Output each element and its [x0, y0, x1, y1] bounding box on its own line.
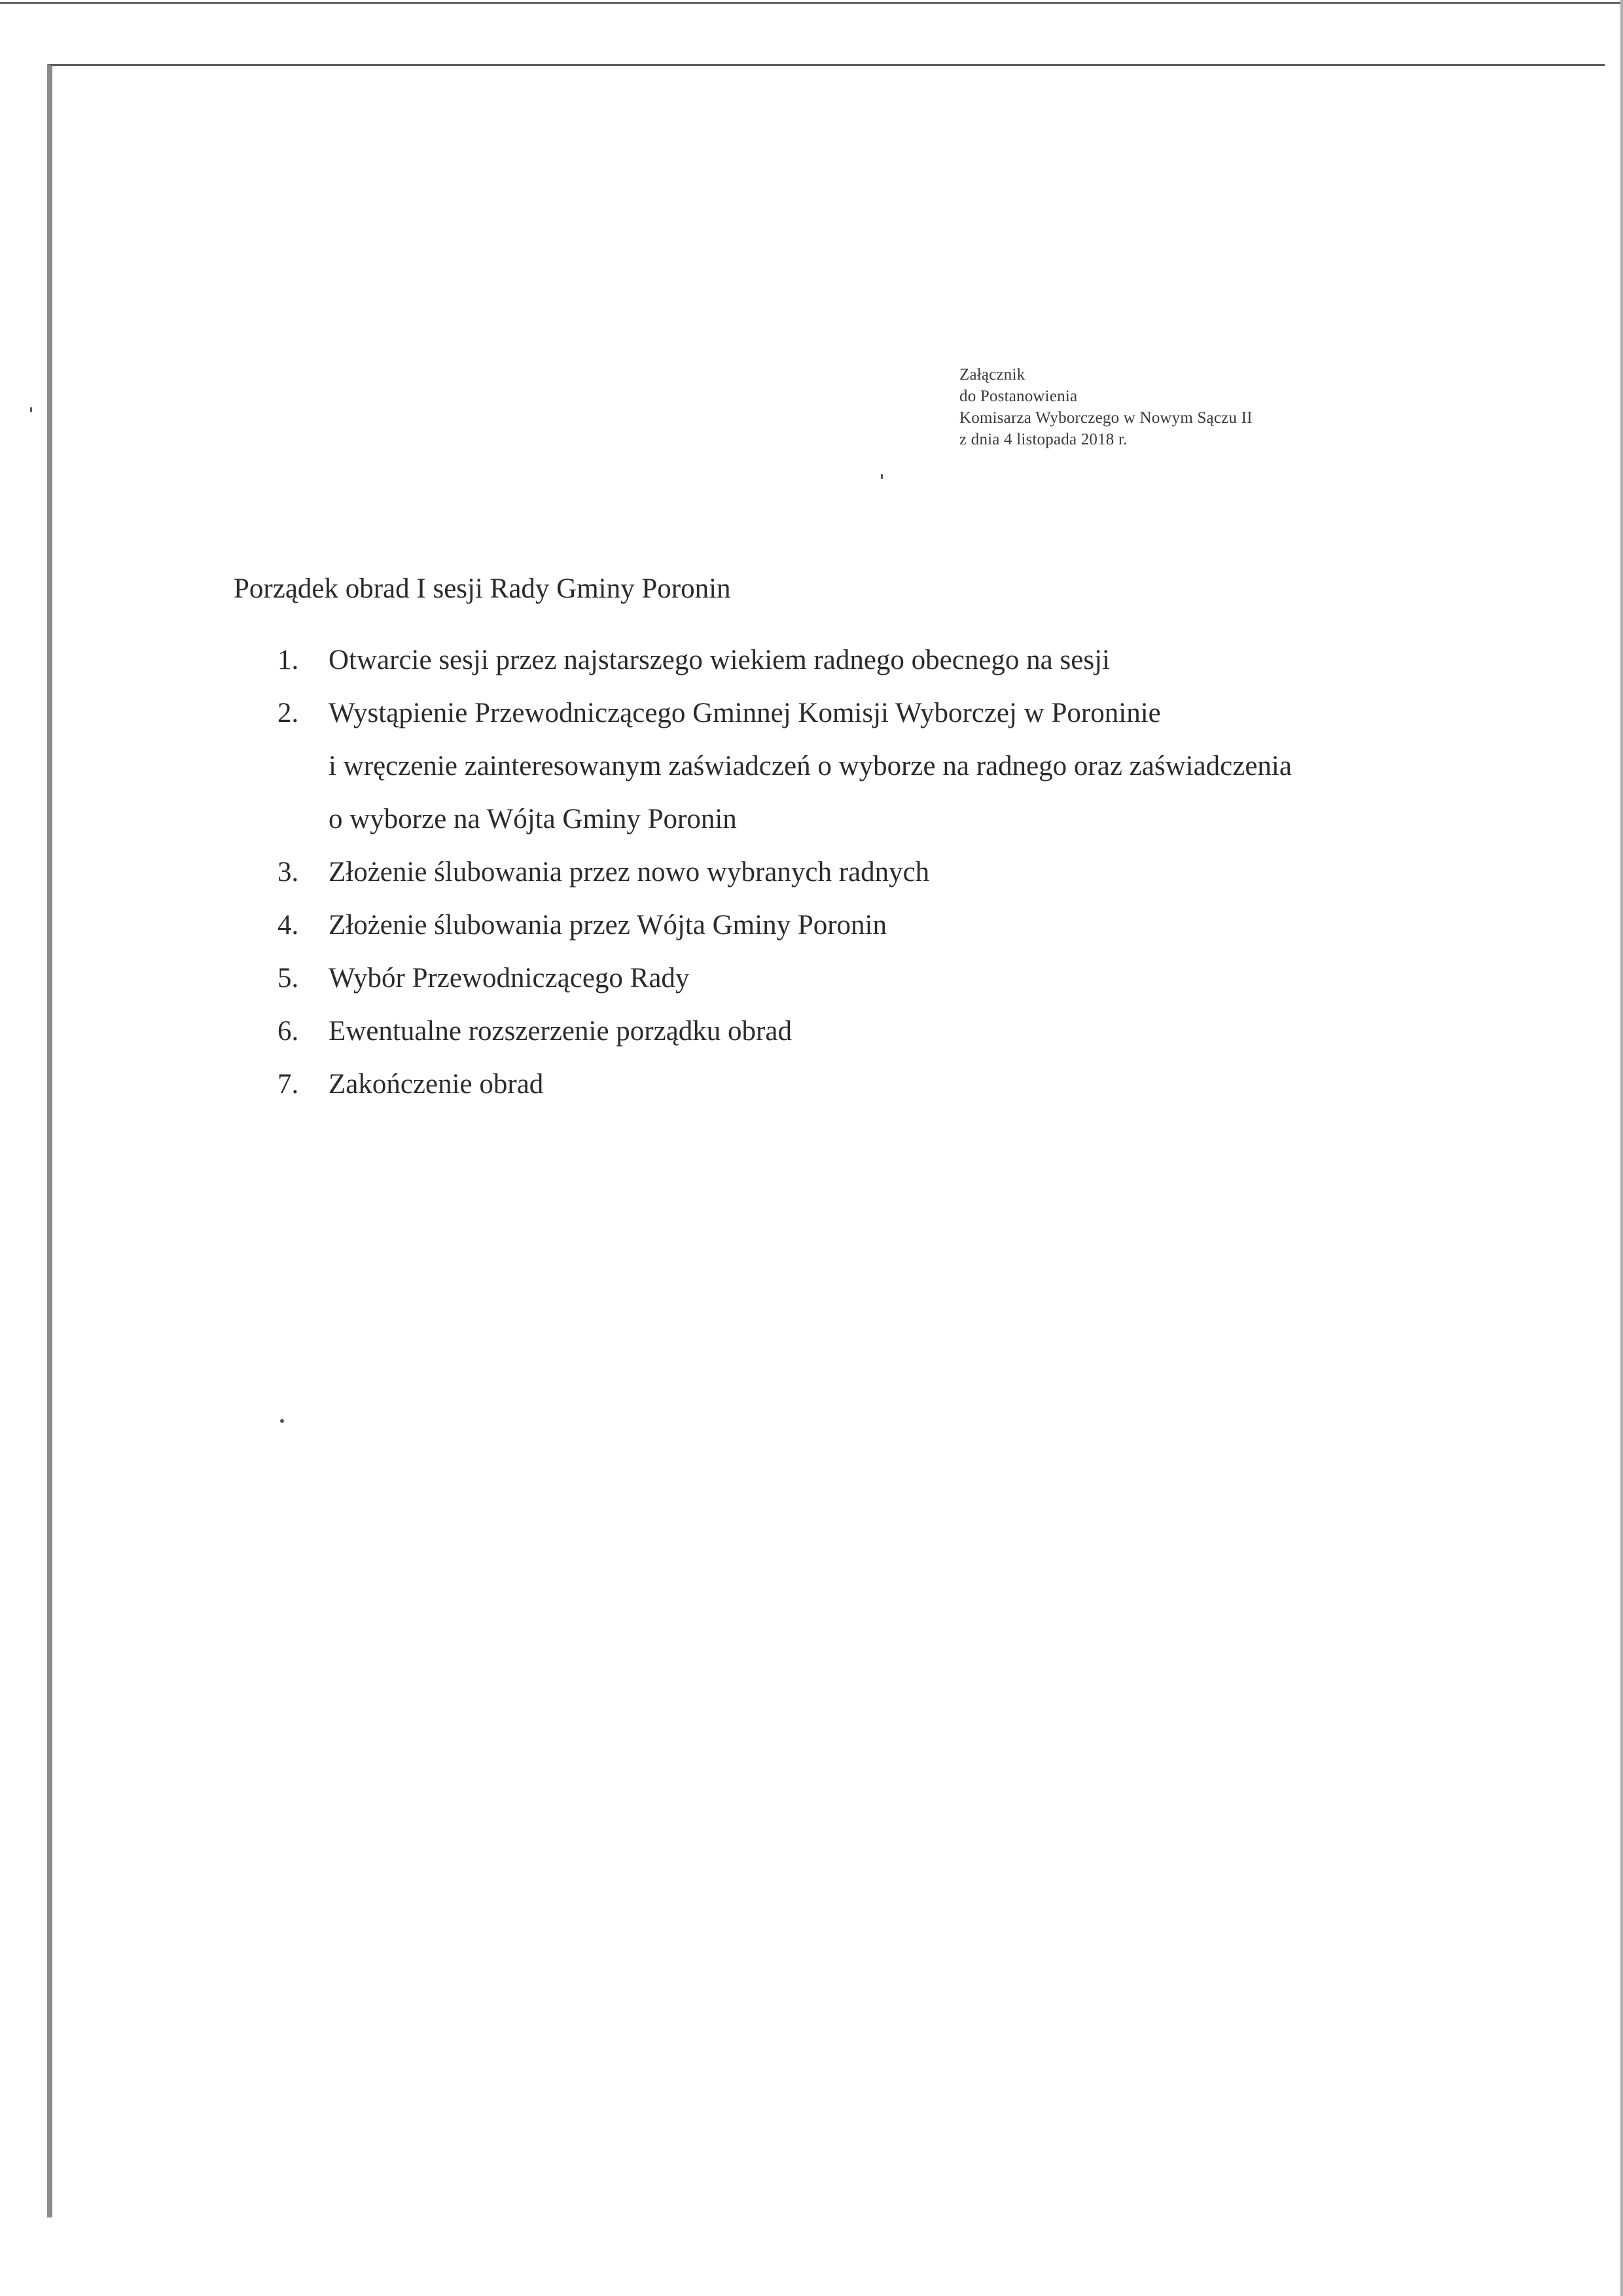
- annex-header: [959, 364, 1253, 450]
- agenda-item: [262, 1005, 1440, 1058]
- agenda-item-number: 6.: [277, 1016, 299, 1047]
- annex-line: Załącznik: [959, 366, 1026, 384]
- agenda-item-text: Zakończenie obrad: [329, 1069, 544, 1100]
- agenda-item: [262, 899, 1440, 952]
- agenda-item-number: 3.: [277, 857, 299, 888]
- scan-right-edge: [1620, 0, 1623, 2296]
- scan-speck: [30, 407, 32, 412]
- annex-line: do Postanowienia: [959, 387, 1078, 405]
- agenda-item-text: o wyborze na Wójta Gminy Poronin: [329, 804, 737, 834]
- agenda-item: [262, 687, 1440, 846]
- agenda-item-number: 4.: [277, 910, 299, 941]
- scan-top-edge: [0, 2, 1623, 4]
- agenda-item-text: Wystąpienie Przewodniczącego Gminnej Komisji Wyborczej w Poroninie: [329, 698, 1161, 728]
- agenda-title: Porządek obrad I sesji Rady Gminy Poronin: [234, 573, 731, 604]
- agenda-item-number: 2.: [277, 698, 299, 728]
- annex-line: Komisarza Wyborczego w Nowym Sączu II: [959, 409, 1253, 427]
- agenda-item-number: 7.: [277, 1069, 299, 1100]
- agenda-item-text: Wybór Przewodniczącego Rady: [329, 963, 690, 994]
- scan-speck: [280, 1419, 284, 1423]
- agenda-item-number: 1.: [277, 645, 299, 675]
- agenda-item-text: Złożenie ślubowania przez nowo wybranych radnych: [329, 857, 930, 888]
- agenda-item: [262, 846, 1440, 899]
- agenda-item: [262, 1058, 1440, 1111]
- agenda-list: [262, 634, 1440, 1111]
- agenda-item-text: Ewentualne rozszerzenie porządku obrad: [329, 1016, 792, 1047]
- agenda-item: [262, 952, 1440, 1005]
- agenda-item-text: i wręczenie zainteresowanym zaświadczeń o wyborze na radnego oraz zaświadczenia: [329, 751, 1292, 781]
- agenda-item-number: 5.: [277, 963, 299, 994]
- scan-page-frame: [47, 64, 1605, 2217]
- agenda-item-text: Otwarcie sesji przez najstarszego wiekiem radnego obecnego na sesji: [329, 645, 1110, 675]
- scan-speck: [881, 474, 883, 479]
- agenda-item: [262, 634, 1440, 687]
- annex-line: z dnia 4 listopada 2018 r.: [959, 431, 1128, 448]
- agenda-item-text: Złożenie ślubowania przez Wójta Gminy Poronin: [329, 910, 887, 941]
